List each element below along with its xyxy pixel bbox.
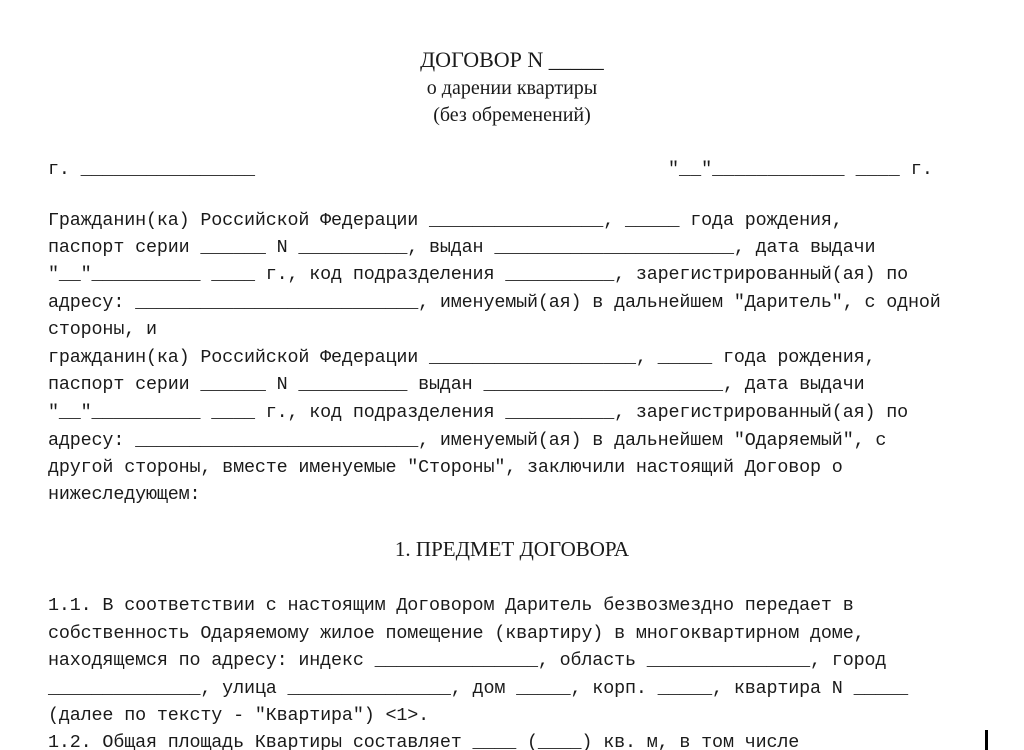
document-note: (без обременений) <box>433 104 591 126</box>
section1-title: 1. ПРЕДМЕТ ДОГОВОРА <box>394 537 630 561</box>
text-cursor <box>985 730 988 750</box>
party2-line-6: нижеследующем: <box>48 484 201 505</box>
party1-line-3: "__"__________ ____ г., код подразделения __________, зарегистрированный(ая) по <box>48 264 909 285</box>
clause-1-2-line-1: 1.2. Общая площадь Квартиры составляет ____ (____) кв. м, в том числе <box>48 732 800 750</box>
party1-line-4: адресу: __________________________, именуемый(ая) в дальнейшем "Даритель", с одной <box>48 292 941 313</box>
document-title: ДОГОВОР N _____ <box>420 47 604 72</box>
party2-line-2: паспорт серии ______ N __________ выдан ______________________, дата выдачи <box>48 374 865 395</box>
document-subtitle: о дарении квартиры <box>426 77 598 99</box>
party2-line-1: гражданин(ка) Российской Федерации ___________________, _____ года рождения, <box>48 347 876 368</box>
party1-line-5: стороны, и <box>48 319 157 340</box>
date-line: "__"____________ ____ г. <box>668 159 933 180</box>
clause-1-1-line-4: ______________, улица _______________, дом _____, корп. _____, квартира N _____ <box>48 678 909 699</box>
party2-line-3: "__"__________ ____ г., код подразделения __________, зарегистрированный(ая) по <box>48 402 909 423</box>
clause-1-1-line-3: находящемся по адресу: индекс _______________, область _______________, город <box>48 650 887 671</box>
clause-1-1-line-1: 1.1. В соответствии с настоящим Договором Даритель безвозмездно передает в <box>48 595 854 616</box>
party1-line-2: паспорт серии ______ N __________, выдан ______________________, дата выдачи <box>48 237 876 258</box>
party2-line-4: адресу: __________________________, именуемый(ая) в дальнейшем "Одаряемый", с <box>48 430 887 451</box>
clause-1-1-line-2: собственность Одаряемому жилое помещение (квартиру) в многоквартирном доме, <box>48 623 865 644</box>
party2-line-5: другой стороны, вместе именуемые "Стороны", заключили настоящий Договор о <box>48 457 843 478</box>
place-line: г. ________________ <box>48 159 255 180</box>
clause-1-1-line-5: (далее по тексту - "Квартира") <1>. <box>48 705 430 726</box>
party1-line-1: Гражданин(ка) Российской Федерации ________________, _____ года рождения, <box>48 210 843 231</box>
